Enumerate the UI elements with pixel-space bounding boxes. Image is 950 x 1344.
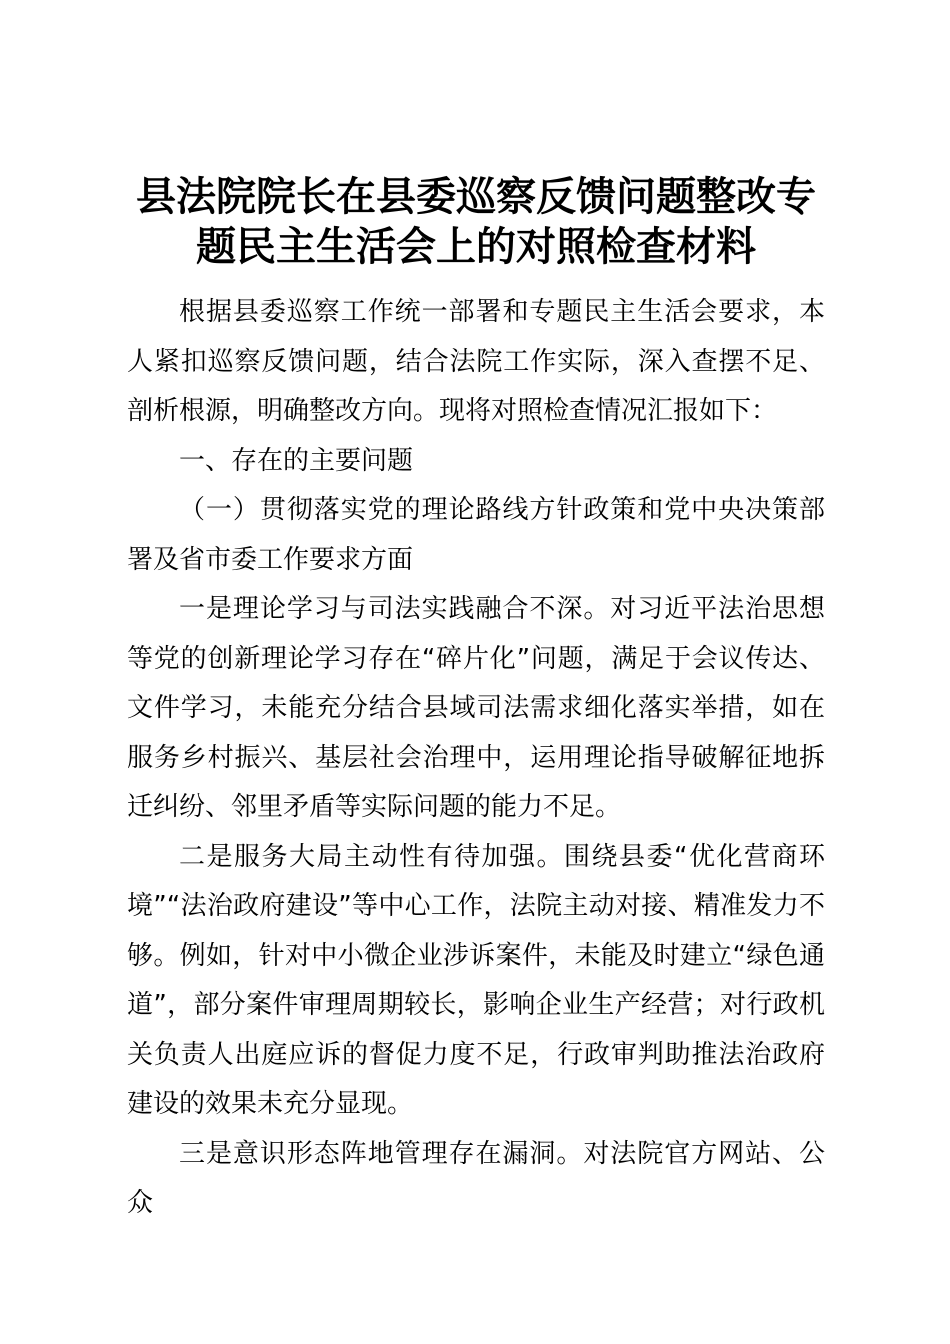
paragraph-point-3-truncated: 三是意识形态阵地管理存在漏洞。对法院官方网站、公众	[127, 1138, 825, 1218]
paragraph-intro: 根据县委巡察工作统一部署和专题民主生活会要求，本人紧扣巡察反馈问题，结合法院工作实际，深入查摆不足、剖析根源，明确整改方向。现将对照检查情况汇报如下：	[127, 297, 825, 426]
subsection-heading-1-1: （一）贯彻落实党的理论路线方针政策和党中央决策部署及省市委工作要求方面	[127, 495, 825, 575]
document-title: 县法院院长在县委巡察反馈问题整改专题民主生活会上的对照检查材料	[136, 173, 816, 270]
paragraph-point-1: 一是理论学习与司法实践融合不深。对习近平法治思想等党的创新理论学习存在“碎片化”问题，满足于会议传达、文件学习，未能充分结合县域司法需求细化落实举措，如在服务乡村振兴、基层社会治理中，运用理论指导破解征地拆迁纠纷、邻里矛盾等实际问题的能力不足。	[127, 594, 825, 822]
document-content	[127, 172, 825, 1229]
section-heading-1: 一、存在的主要问题	[179, 445, 414, 476]
paragraph-point-2: 二是服务大局主动性有待加强。围绕县委“优化营商环境”“法治政府建设”等中心工作，法院主动对接、精准发力不够。例如，针对中小微企业涉诉案件，未能及时建立“绿色通道”，部分案件审理周期较长，影响企业生产经营；对行政机关负责人出庭应诉的督促力度不足，行政审判助推法治政府建设的效果未充分显现。	[127, 841, 825, 1119]
